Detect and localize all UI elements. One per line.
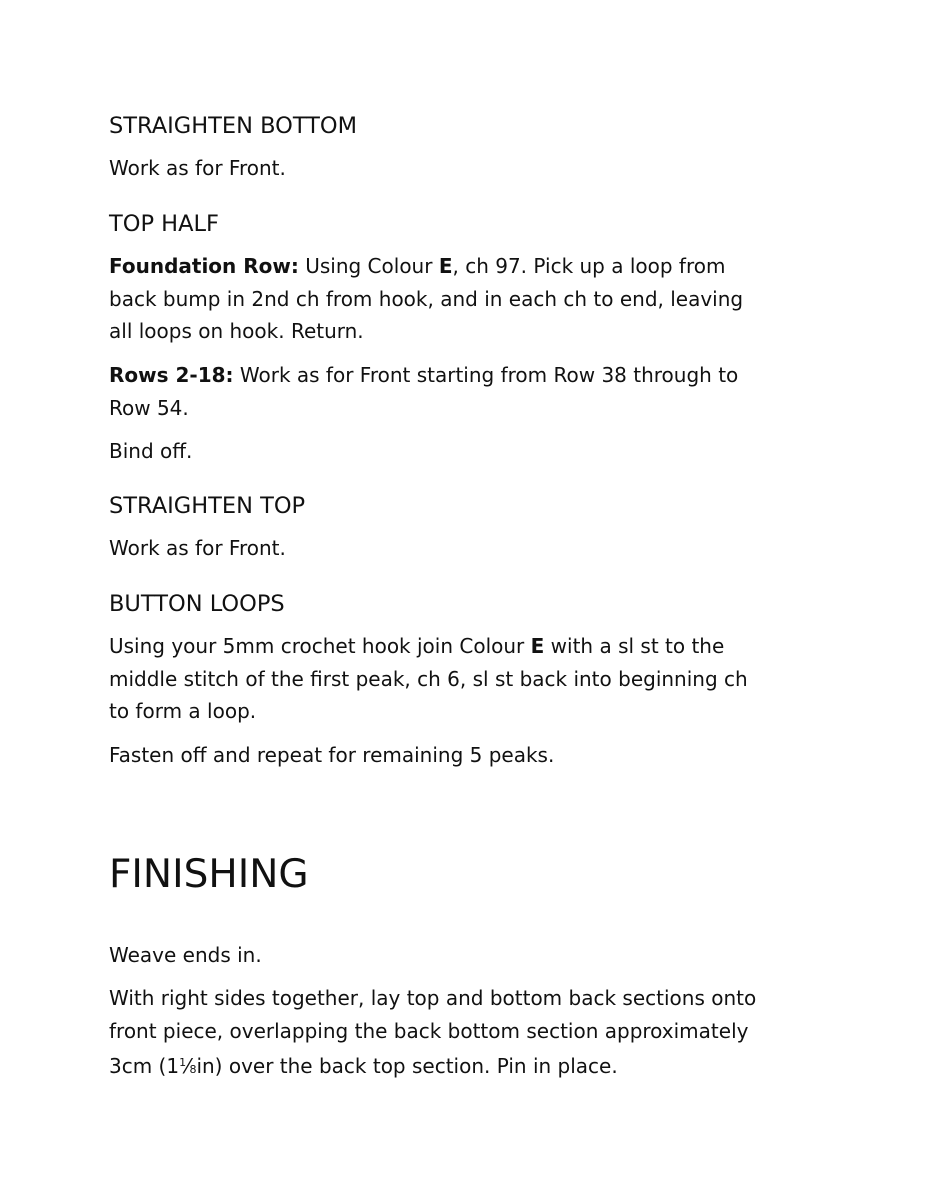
fraction-numerator: 1 bbox=[179, 1056, 187, 1069]
foundation-row-paragraph bbox=[109, 250, 839, 348]
foundation-row-text-1: Using Colour bbox=[298, 254, 439, 278]
one-eighth-fraction bbox=[179, 1054, 196, 1078]
button-loops-text-2: with a sl st to the bbox=[544, 634, 725, 658]
rows-label: Rows 2-18: bbox=[109, 363, 234, 387]
button-loops-line-1 bbox=[109, 630, 839, 663]
finishing-line-1: With right sides together, lay top and bottom back sections onto bbox=[109, 986, 757, 1010]
foundation-row-text-2: , ch 97. Pick up a loop from bbox=[452, 254, 726, 278]
button-loops-text-1: Using your 5mm crochet hook join Colour bbox=[109, 634, 531, 658]
rows-line-2: Row 54. bbox=[109, 395, 189, 420]
foundation-row-line-2: back bump in 2nd ch from hook, and in each ch to end, leaving bbox=[109, 286, 744, 311]
straighten-top-text: Work as for Front. bbox=[109, 536, 286, 560]
weave-ends-text: Weave ends in. bbox=[109, 943, 262, 967]
finishing-line-2: front piece, overlapping the back bottom section approximately bbox=[109, 1018, 749, 1043]
finishing-paragraph bbox=[109, 982, 839, 1087]
fraction-denominator: 8 bbox=[189, 1063, 197, 1076]
button-loops-colour: E bbox=[530, 634, 545, 658]
button-loops-line-3: to form a loop. bbox=[109, 699, 257, 723]
finishing-heading: FINISHING bbox=[109, 852, 309, 897]
foundation-row-line-3: all loops on hook. Return. bbox=[109, 319, 364, 343]
top-half-heading: TOP HALF bbox=[109, 211, 219, 237]
foundation-row-line-1 bbox=[109, 250, 839, 283]
finishing-line-3a: 3cm (1 bbox=[109, 1054, 180, 1078]
rows-text-1: Work as for Front starting from Row 38 through to bbox=[233, 363, 739, 387]
button-loops-paragraph bbox=[109, 630, 839, 728]
button-loops-line-2: middle stitch of the first peak, ch 6, sl st back into beginning ch bbox=[109, 666, 748, 691]
button-loops-heading: BUTTON LOOPS bbox=[109, 591, 285, 617]
finishing-line-3b: in) over the back top section. Pin in place. bbox=[196, 1054, 618, 1078]
straighten-bottom-text: Work as for Front. bbox=[109, 156, 286, 180]
fraction-slash: ⁄ bbox=[186, 1054, 190, 1078]
rows-line-1 bbox=[109, 359, 839, 392]
straighten-top-heading: STRAIGHTEN TOP bbox=[109, 493, 306, 519]
fasten-off-text: Fasten off and repeat for remaining 5 peaks. bbox=[109, 743, 555, 767]
foundation-row-label: Foundation Row: bbox=[109, 254, 299, 278]
bind-off-text: Bind off. bbox=[109, 439, 193, 463]
straighten-bottom-heading: STRAIGHTEN BOTTOM bbox=[109, 113, 358, 139]
foundation-colour: E bbox=[438, 254, 453, 278]
finishing-line-3 bbox=[109, 1047, 839, 1087]
rows-paragraph bbox=[109, 359, 839, 424]
